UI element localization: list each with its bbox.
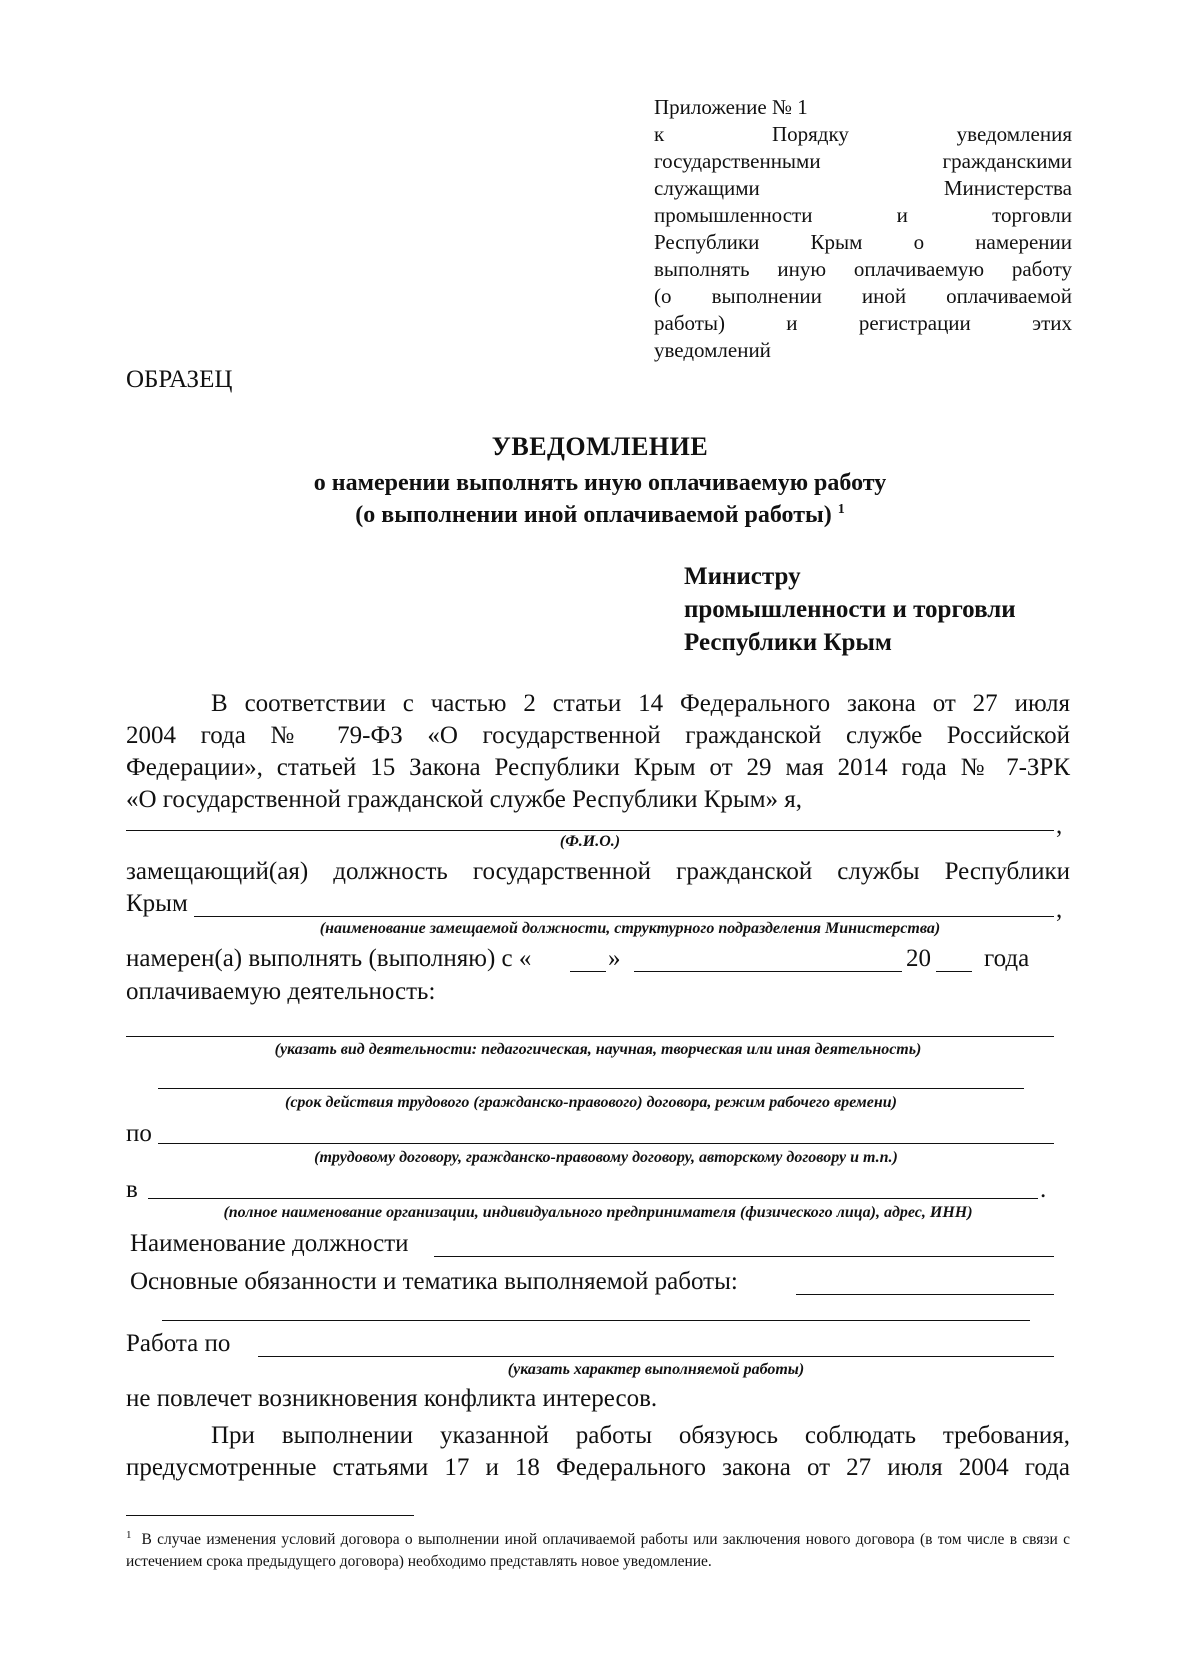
month-field[interactable]: [634, 971, 902, 972]
appendix-line: служащими Министерства: [654, 176, 1072, 200]
duties-field[interactable]: [796, 1294, 1054, 1295]
appendix-line: Приложение № 1: [654, 95, 808, 119]
organization-period: .: [1040, 1176, 1047, 1203]
term-field[interactable]: [158, 1088, 1024, 1089]
paragraph-line: При выполнении указанной работы обязуюсь соблюдать требования,: [211, 1422, 1070, 1449]
appendix-header: [654, 94, 1072, 364]
no-conflict-text: не повлечет возникновения конфликта интересов.: [126, 1385, 658, 1412]
paragraph-line: Федерации», статьей 15 Закона Республики Крым от 29 мая 2014 года № 7-ЗРК: [126, 754, 1070, 781]
year-suffix: года: [984, 945, 1030, 972]
by-label: по: [126, 1120, 152, 1147]
footnote-divider: [126, 1515, 414, 1516]
appendix-line: работы) и регистрации этих: [654, 311, 1072, 335]
duties-label: Основные обязанности и тематика выполняемой работы:: [130, 1268, 738, 1295]
document-subtitle-2-text: (о выполнении иной оплачиваемой работы): [355, 502, 832, 528]
appendix-line: (о выполнении иной оплачиваемой: [654, 284, 1072, 308]
intent-quote-close: »: [608, 945, 621, 972]
appendix-line: промышленности и торговли: [654, 203, 1072, 227]
paragraph-line: В соответствии с частью 2 статьи 14 Федерального закона от 27 июля: [211, 690, 1070, 717]
paragraph-line: «О государственной гражданской службе Республики Крым» я,: [126, 786, 803, 813]
activity-label: оплачиваемую деятельность:: [126, 978, 436, 1005]
appendix-line: к Порядку уведомления: [654, 122, 1072, 146]
footnote-mark: 1: [126, 1529, 132, 1541]
work-nature-field[interactable]: [258, 1356, 1054, 1357]
addressee-line: Министру: [684, 563, 801, 590]
work-nature-caption: (указать характер выполняемой работы): [507, 1361, 805, 1378]
fio-comma: ,: [1056, 812, 1063, 839]
document-title: УВЕДОМЛЕНИЕ: [491, 432, 709, 461]
job-title-label: Наименование должности: [130, 1230, 409, 1257]
intent-label: намерен(а) выполнять (выполняю) с «: [126, 945, 532, 972]
year-field[interactable]: [936, 971, 972, 972]
appendix-line: Республики Крым о намерении: [654, 230, 1072, 254]
fio-caption: (Ф.И.О.): [559, 833, 621, 850]
footnote: [126, 1524, 1070, 1573]
activity-field[interactable]: [126, 1036, 1054, 1037]
paragraph-line: 2004 года № 79-ФЗ «О государственной гражданской службе Российской: [126, 722, 1070, 749]
year-prefix: 20: [906, 945, 931, 972]
duties-field-2[interactable]: [162, 1320, 1030, 1321]
appendix-line: государственными гражданскими: [654, 149, 1072, 173]
addressee-line: промышленности и торговли: [684, 596, 1016, 623]
addressee-line: Республики Крым: [684, 629, 892, 656]
work-label: Работа по: [126, 1330, 231, 1357]
position-line: замещающий(ая) должность государственной гражданской службы Республики: [126, 858, 1070, 885]
contract-type-field[interactable]: [158, 1143, 1054, 1144]
job-title-field[interactable]: [434, 1256, 1054, 1257]
organization-field[interactable]: [148, 1198, 1038, 1199]
fio-field[interactable]: [126, 830, 1054, 831]
term-caption: (срок действия трудового (гражданско-правового) договора, режим рабочего времени): [285, 1094, 897, 1111]
footnote-reference: 1: [837, 502, 845, 517]
organization-caption: (полное наименование организации, индивидуального предпринимателя (физического лица), адрес, ИНН): [223, 1204, 973, 1221]
paragraph-line: предусмотренные статьями 17 и 18 Федерального закона от 27 июля 2004 года: [126, 1454, 1070, 1481]
sample-stamp: ОБРАЗЕЦ: [126, 366, 233, 393]
appendix-line: выполнять иную оплачиваемую работу: [654, 257, 1072, 281]
addressee-block: [684, 560, 1016, 659]
position-comma: ,: [1056, 896, 1063, 923]
document-subtitle-2: [0, 502, 1200, 529]
obligation-paragraph: [126, 1420, 1070, 1484]
position-label: Крым: [126, 890, 188, 917]
activity-caption: (указать вид деятельности: педагогическая, научная, творческая или иная деятельность): [274, 1041, 922, 1058]
contract-type-caption: (трудовому договору, гражданско-правовому договору, авторскому договору и т.п.): [314, 1149, 898, 1166]
position-field[interactable]: [194, 916, 1054, 917]
intro-paragraph: [126, 688, 1070, 816]
in-label: в: [126, 1176, 138, 1203]
day-field[interactable]: [570, 971, 606, 972]
appendix-line: уведомлений: [654, 338, 771, 362]
footnote-text: В случае изменения условий договора о выполнении иной оплачиваемой работы или заключения нового договора (в том числе в связи с истечением срока предыдущего договора) необходимо представлять новое уведомление.: [126, 1531, 1070, 1571]
position-caption: (наименование замещаемой должности, структурного подразделения Министерства): [319, 920, 941, 937]
document-subtitle: о намерении выполнять иную оплачиваемую работу: [313, 470, 887, 496]
